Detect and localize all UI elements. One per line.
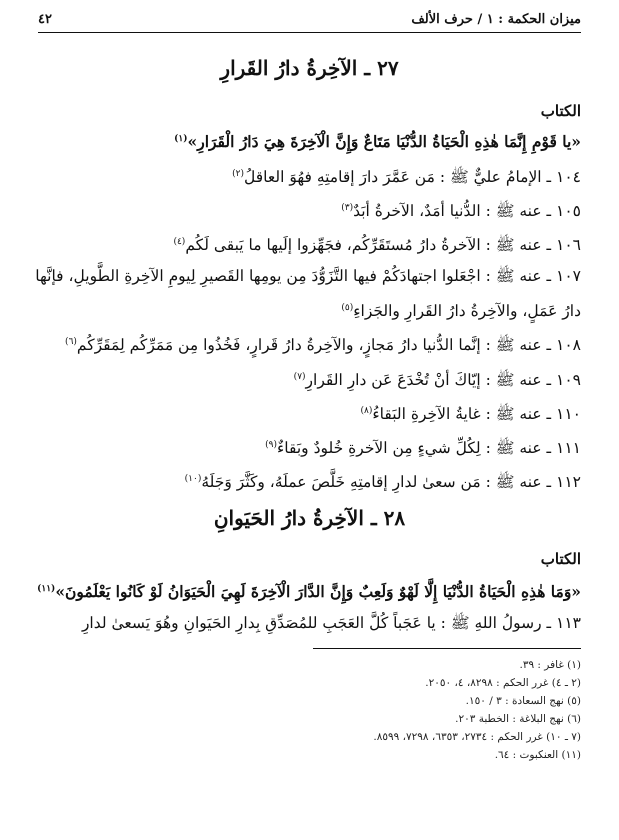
footnote-ref: (١٠) xyxy=(184,474,202,484)
verse-text: «يا قَوْمِ إِنَّمَا هٰذِهِ الْحَيَاةُ الدُّنْيَا مَتَاعٌ وَإِنَّ الْآخِرَةَ هِيَ دَارُ الْقَرَارِ» xyxy=(187,132,581,152)
footnote-ref: (٩) xyxy=(265,440,278,450)
hadith-109 xyxy=(38,366,581,391)
hadith-text: ١٠٧ ـ عنه ﷺ : اجْعَلوا اجتهادَكُمْ فيها التَّزَوُّدَ مِن يومِها القَصيرِ لِيومِ الآخِرةِ الطَّويلِ، فإنَّها xyxy=(35,267,581,285)
footnote: (١١) العنكبوت : ٦٤. xyxy=(494,749,581,761)
hadith-107-line-2 xyxy=(38,297,581,322)
header-divider xyxy=(38,32,581,33)
hadith-text: ١٠٨ ـ عنه ﷺ : إنَّما الدُّنيا دارُ مَجازٍ، والآخِرةُ دارُ قَرارٍ، فَخُذُوا مِن مَمَرِّكُم لِمَقَرِّكُم xyxy=(76,336,581,355)
footnote-ref: (٥) xyxy=(341,303,354,313)
quran-verse xyxy=(38,128,581,153)
hadith-112 xyxy=(38,468,581,493)
section-title: ٢٨ ـ الآخِرةُ دارُ الحَيَوانِ xyxy=(213,506,406,530)
hadith-text: ١٠٦ ـ عنه ﷺ : الآخرةُ دارُ مُستَقَرِّكُم، فجَهِّزوا إلَيها ما يَبقى لَكُم xyxy=(185,236,581,255)
hadith-text: ١١٣ ـ رسولُ اللهِ ﷺ : يا عَجَباً كُلَّ العَجَبِ للمُصَدِّقِ بِدارِ الحَيَوانِ وهُوَ يَسعىٰ لدارِ xyxy=(81,614,581,632)
hadith-108 xyxy=(38,331,581,356)
footnote: (٧ ـ ١٠) غرر الحكم : ٢٧٣٤، ٦٣٥٣، ٧٢٩٨، ٨٥٩٩. xyxy=(373,731,581,743)
hadith-text: ١١١ ـ عنه ﷺ : لِكُلِّ شيءٍ مِن الآخرةِ خُلودٌ وبَقاءٌ xyxy=(277,439,581,458)
footnote-ref: (٢) xyxy=(232,169,245,179)
hadith-107-line-1 xyxy=(35,265,581,287)
hadith-text: ١٠٩ ـ عنه ﷺ : إيّاكَ أنْ تُخْدَعَ عَن دارِ القَرارِ xyxy=(305,371,581,390)
footnote: (٢ ـ ٤) غرر الحكم : ٨٢٩٨، ٤، ٢٠٥٠. xyxy=(425,677,581,689)
hadith-110 xyxy=(38,400,581,425)
verse-text: «وَمَا هٰذِهِ الْحَيَاةُ الدُّنْيَا إِلَّا لَهْوٌ وَلَعِبٌ وَإِنَّ الدَّارَ الْآخِرَةَ لَهِيَ الْحَيَوَانُ لَوْ كَانُوا يَعْلَمُونَ» xyxy=(55,582,581,602)
footnote-ref: (١١) xyxy=(37,584,56,594)
section-title: ٢٧ ـ الآخِرةُ دارُ القَرارِ xyxy=(220,56,399,80)
footnote-ref: (٨) xyxy=(360,406,373,416)
hadith-106 xyxy=(38,231,581,256)
hadith-104 xyxy=(38,163,581,188)
hadith-text: دارُ عَمَلٍ، والآخِرةُ دارُ القَرارِ والجَزاءِ xyxy=(353,302,581,321)
section-subhead: الكتاب xyxy=(540,550,581,568)
hadith-text: ١١٢ ـ عنه ﷺ : مَن سعىٰ لدارِ إقامتِهِ خَلَّصَ عملَهُ، وكَثَّرَ وَجَلَهُ xyxy=(201,473,581,492)
section-subhead: الكتاب xyxy=(540,102,581,120)
footnote-ref: (٧) xyxy=(293,372,306,382)
footnote-ref: (٤) xyxy=(173,237,186,247)
footnote-divider xyxy=(313,648,581,649)
hadith-105 xyxy=(38,197,581,222)
footnote-ref: (٣) xyxy=(341,203,354,213)
hadith-text: ١١٠ ـ عنه ﷺ : غايةُ الآخِرةِ البَقاءُ xyxy=(372,405,581,424)
footnote-ref: (٦) xyxy=(65,337,77,347)
footnote-ref: (١) xyxy=(174,134,188,144)
page-header xyxy=(38,8,581,30)
hadith-text: ١٠٥ ـ عنه ﷺ : الدُّنيا أمَدٌ، الآخرةُ أبَدٌ xyxy=(353,202,581,221)
running-title: ميزان الحكمة : ١ / حرف الألف xyxy=(411,11,581,27)
quran-verse xyxy=(38,578,581,603)
hadith-111 xyxy=(38,434,581,459)
hadith-text: ١٠٤ ـ الإمامُ عليٌّ ﷺ : مَن عَمَّرَ دارَ إقامتِهِ فهُوَ العاقلُ xyxy=(244,168,581,187)
hadith-113 xyxy=(38,612,581,634)
page-number: ٤٢ xyxy=(38,11,52,27)
footnote: (٥) نهج السعادة : ٣ / ١٥٠. xyxy=(465,695,581,707)
footnote: (١) غافر : ٣٩. xyxy=(519,659,581,671)
footnote: (٦) نهج البلاغة : الخطبة ٢٠٣. xyxy=(455,713,581,725)
